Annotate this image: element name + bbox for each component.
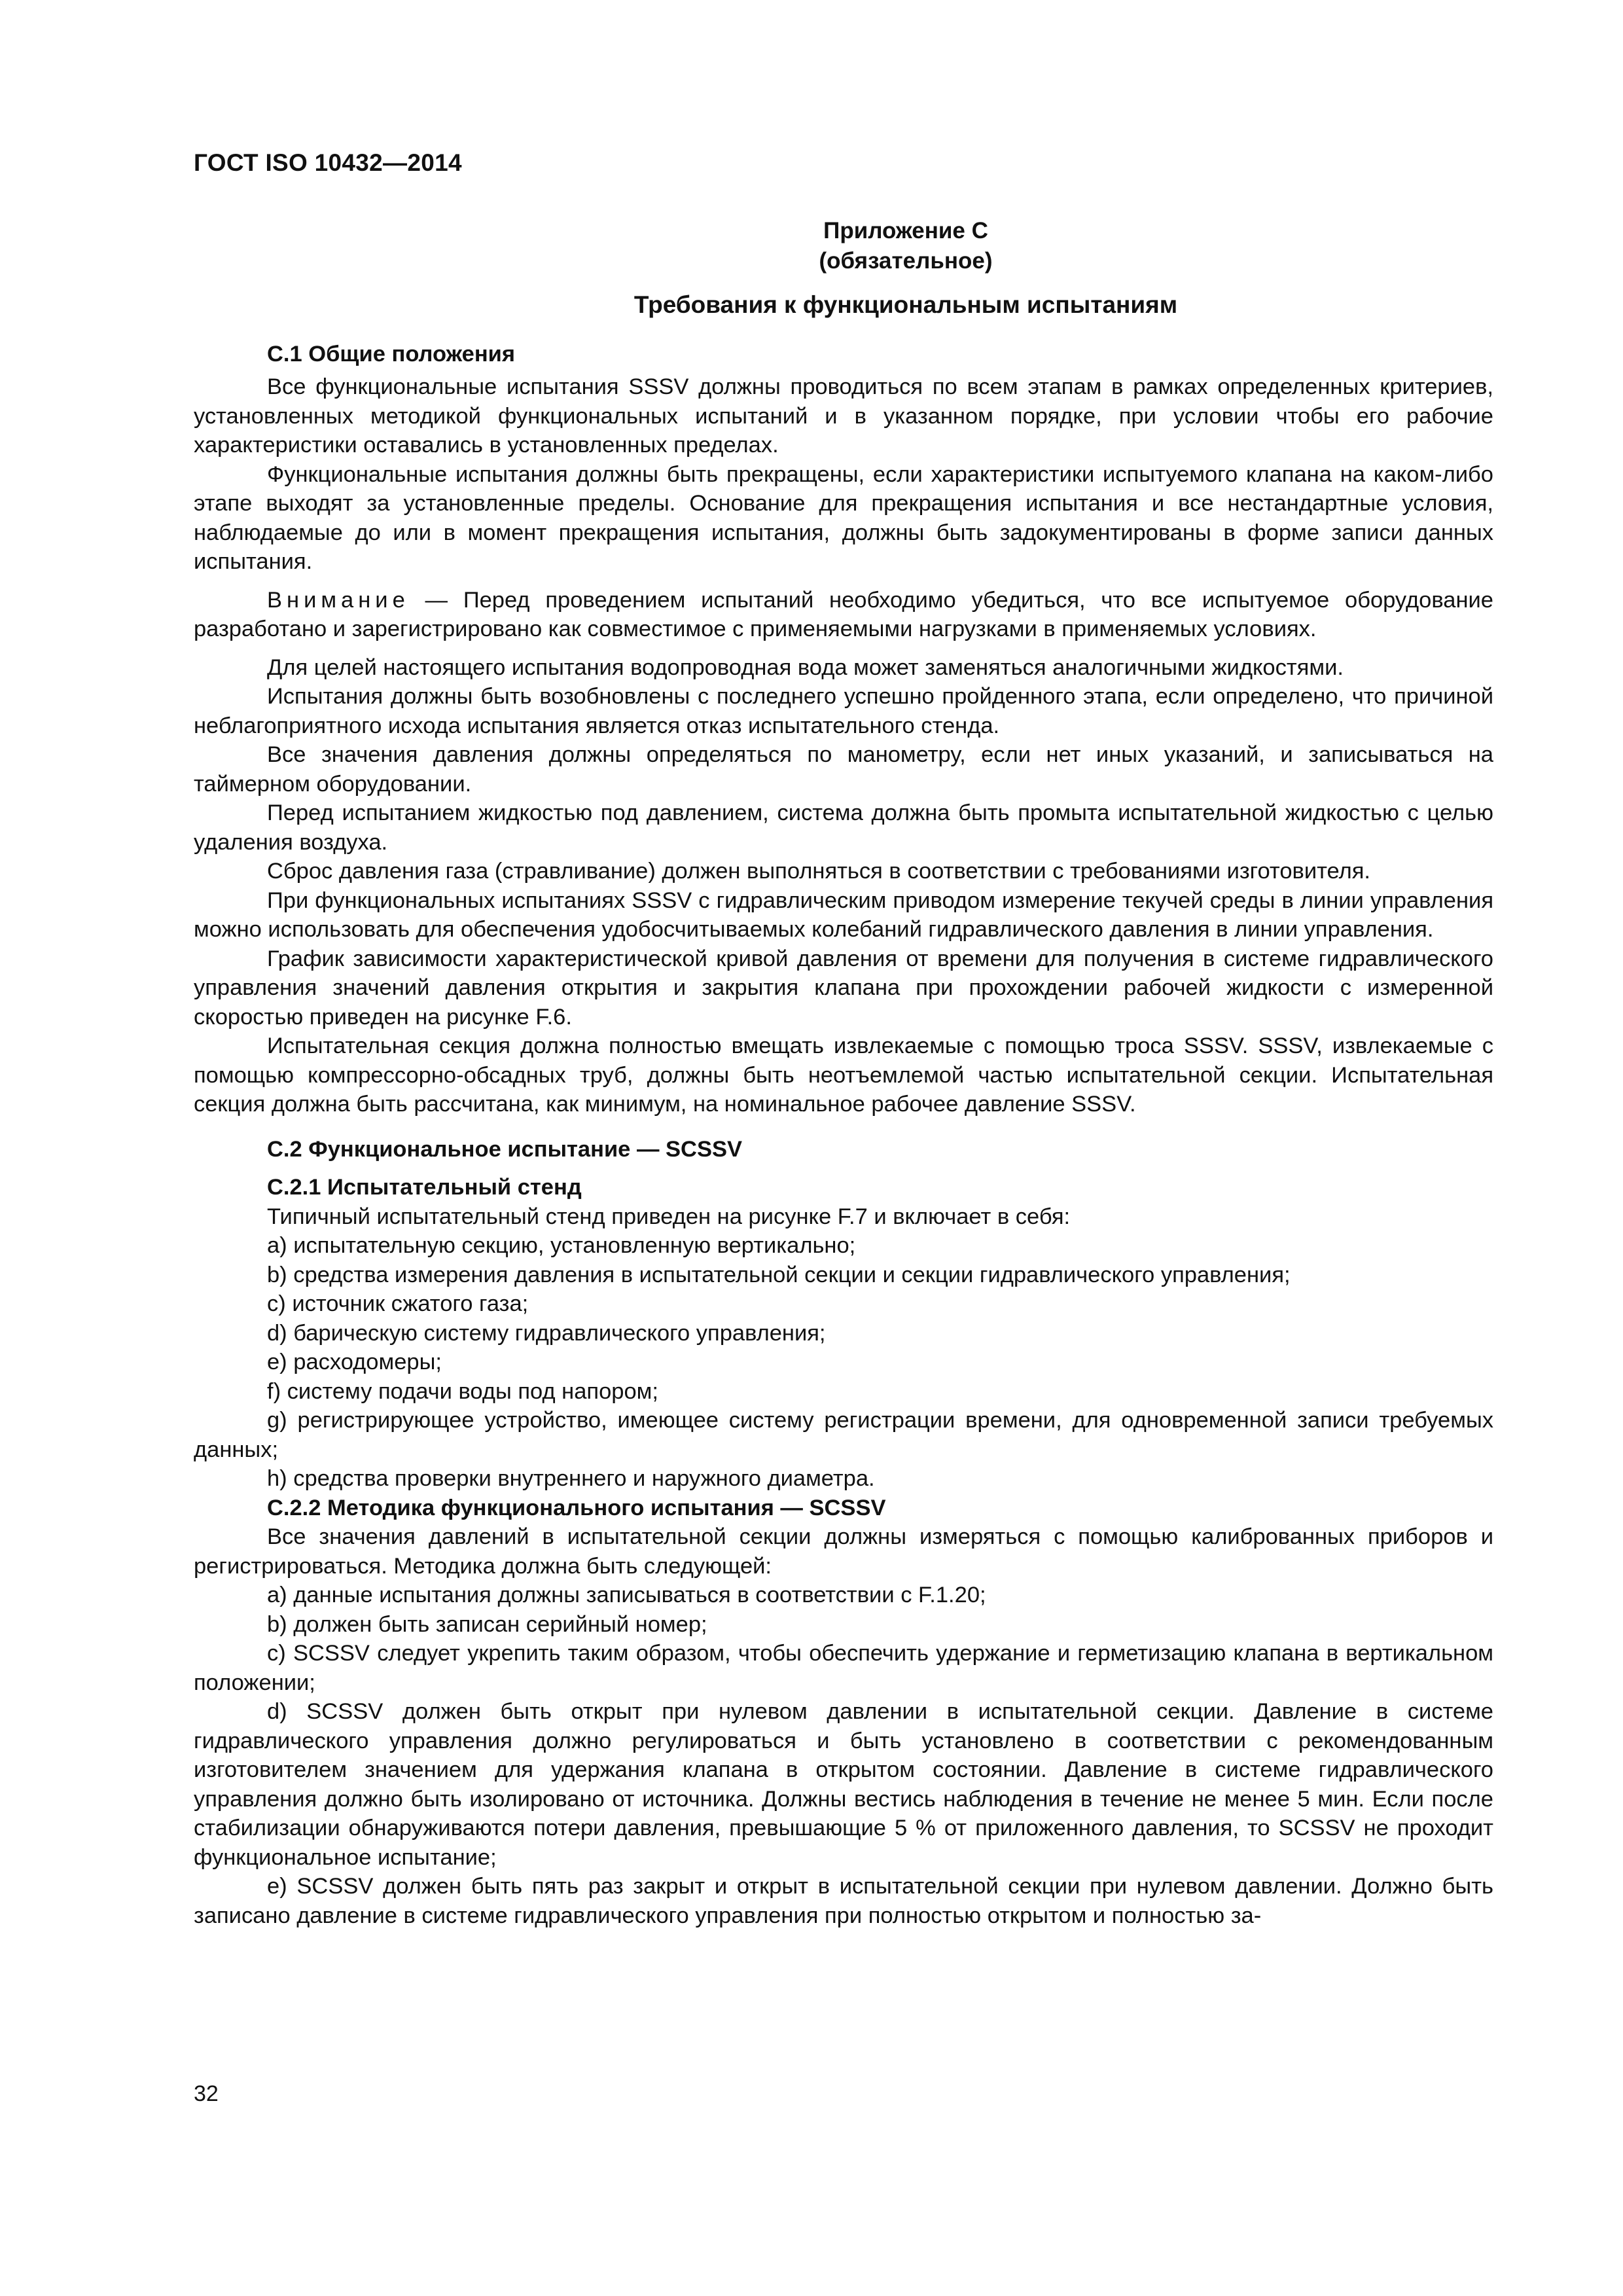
annex-label: Приложение С — [823, 218, 988, 243]
paragraph: Перед испытанием жидкостью под давлением, система должна быть промыта испытательной жидкостью с целью удаления воздуха. — [194, 800, 1493, 855]
list-item: d) SCSSV должен быть открыт при нулевом давлении в испытательной секции. Давление в системе гидравлического управления должно регулироваться и быть установлено в соответствии с рекомендованным изготовителем значением для удержания клапана в открытом состоянии. Давление в системе гидравлического управления должно быть изолировано от источника. Должны вестись наблюдения в течение не менее 5 мин. Если после стабилизации обнаруживаются потери давления, превышающие 5 % от приложенного давления, то SCSSV не проходит функциональное испытание; — [194, 1699, 1493, 1870]
paragraph: Для целей настоящего испытания водопроводная вода может заменяться аналогичными жидкостями. — [267, 655, 1344, 680]
paragraph: Испытательная секция должна полностью вмещать извлекаемые с помощью троса SSSV. SSSV, извлекаемые с помощью компрессорно-обсадных труб, должны быть неотъемлемой частью испытательной секции. Испытательная секция должна быть рассчитана, как минимум, на номинальное рабочее давление SSSV. — [194, 1033, 1493, 1117]
page-content — [194, 216, 1493, 1930]
paragraph: Функциональные испытания должны быть прекращены, если характеристики испытуемого клапана на каком-либо этапе выходят за установленные пределы. Основание для прекращения испытания и все нестандартные условия, наблюдаемые до или в момент прекращения испытания, должны быть задокументированы в форме записи данных испытания. — [194, 461, 1493, 574]
attention-word: Внимание — [267, 587, 410, 613]
list-item: c) источник сжатого газа; — [267, 1291, 529, 1316]
paragraph: Все функциональные испытания SSSV должны проводиться по всем этапам в рамках определенных критериев, установленных методикой функциональных испытаний и в указанном порядке, при условии чтобы его рабочие характеристики оставались в установленных пределах. — [194, 374, 1493, 457]
annex-title: Требования к функциональным испытаниям — [633, 291, 1178, 318]
annex-status: (обязательное) — [819, 248, 993, 274]
paragraph: Сброс давления газа (стравливание) должен выполняться в соответствии с требованиями изготовителя. — [267, 859, 1370, 884]
list-item: h) средства проверки внутреннего и наружного диаметра. — [267, 1466, 875, 1491]
attention-note — [194, 586, 1493, 644]
list-item: e) SCSSV должен быть пять раз закрыт и открыт в испытательной секции при нулевом давлении. Должно быть записано давление в системе гидравлического управления при полностью открытом и полностью за- — [194, 1874, 1493, 1928]
paragraph: Типичный испытательный стенд приведен на рисунке F.7 и включает в себя: — [267, 1204, 1071, 1229]
paragraph: Все значения давления должны определяться по манометру, если нет иных указаний, и записываться на таймерном оборудовании. — [194, 742, 1493, 797]
list-item: g) регистрирующее устройство, имеющее систему регистрации времени, для одновременной записи требуемых данных; — [194, 1408, 1493, 1462]
list-item: e) расходомеры; — [267, 1350, 442, 1374]
list-item: d) барическую систему гидравлического управления; — [267, 1320, 826, 1346]
list-item: b) средства измерения давления в испытательной секции и секции гидравлического управления; — [267, 1262, 1291, 1287]
list-item: a) данные испытания должны записываться в соответствии с F.1.20; — [267, 1583, 986, 1607]
list-item: c) SCSSV следует укрепить таким образом, чтобы обеспечить удержание и герметизацию клапана в вертикальном положении; — [194, 1641, 1493, 1695]
page-number: 32 — [194, 2081, 219, 2106]
paragraph: График зависимости характеристической кривой давления от времени для получения в системе гидравлического управления значений давления открытия и закрытия клапана при прохождении рабочей жидкости с измеренной скоростью приведен на рисунке F.6. — [194, 946, 1493, 1030]
subsection-c22-heading: С.2.2 Методика функционального испытания — SCSSV — [267, 1495, 886, 1520]
attention-text: — Перед проведением испытаний необходимо убедиться, что все испытуемое оборудование разработано и зарегистрировано как совместимое с применяемыми нагрузками в применяемых условиях. — [194, 587, 1493, 641]
list-item: f) систему подачи воды под напором; — [267, 1378, 658, 1404]
paragraph: Все значения давлений в испытательной секции должны измеряться с помощью калиброванных приборов и регистрироваться. Методика должна быть следующей: — [194, 1524, 1493, 1579]
section-c1-heading: С.1 Общие положения — [267, 341, 516, 367]
list-item: b) должен быть записан серийный номер; — [267, 1611, 707, 1637]
list-item: a) испытательную секцию, установленную вертикально; — [267, 1233, 856, 1258]
paragraph: Испытания должны быть возобновлены с последнего успешно пройденного этапа, если определено, что причиной неблагоприятного исхода испытания является отказ испытательного стенда. — [194, 684, 1493, 738]
section-c2-heading: С.2 Функциональное испытание — SCSSV — [267, 1136, 742, 1162]
document-code-header: ГОСТ ISO 10432—2014 — [194, 149, 462, 176]
paragraph: При функциональных испытаниях SSSV с гидравлическим приводом измерение текучей среды в линии управления можно использовать для обеспечения удобосчитываемых колебаний гидравлического давления в линии управления. — [194, 888, 1493, 942]
subsection-c21-heading: С.2.1 Испытательный стенд — [267, 1175, 582, 1200]
